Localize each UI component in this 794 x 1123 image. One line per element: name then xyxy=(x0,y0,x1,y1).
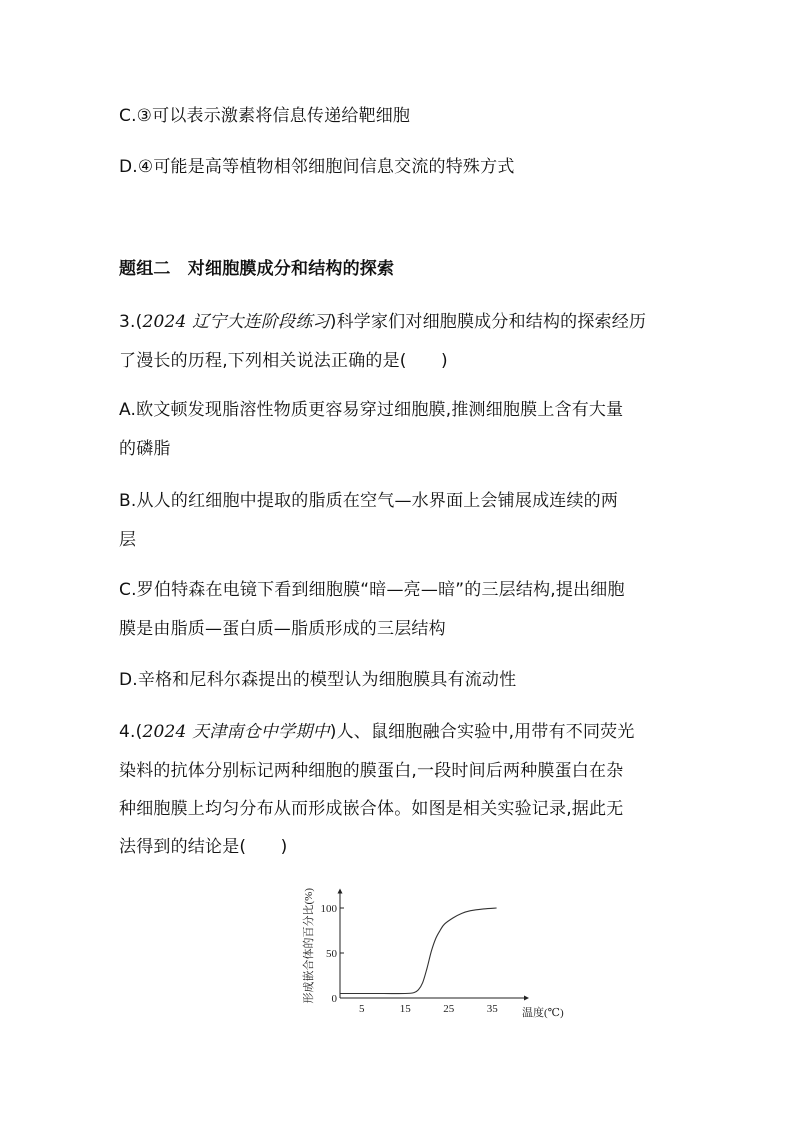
y-tick-label: 50 xyxy=(326,948,337,960)
x-tick-label: 15 xyxy=(399,1003,411,1015)
q3-option-a-line2: 的磷脂 xyxy=(119,439,171,459)
q3-prefix: 3.( xyxy=(119,312,143,332)
section-title: 题组二 对细胞膜成分和结构的探索 xyxy=(119,259,395,279)
q3-option-c-line1: C.罗伯特森在电镜下看到细胞膜“暗—亮—暗”的三层结构,提出细胞 xyxy=(119,580,625,600)
x-tick-label: 5 xyxy=(359,1003,365,1015)
q3-option-b-line1: B.从人的红细胞中提取的脂质在空气—水界面上会铺展成连续的两 xyxy=(119,491,619,511)
prev-option-d: D.④可能是高等植物相邻细胞间信息交流的特殊方式 xyxy=(119,157,515,177)
q4-stem-line1 xyxy=(119,720,635,744)
chimera-temperature-chart xyxy=(296,878,564,1023)
x-axis-label: 温度(℃) xyxy=(522,1007,564,1019)
q3-option-a-line1: A.欧文顿发现脂溶性物质更容易穿过细胞膜,推测细胞膜上含有大量 xyxy=(119,400,624,420)
y-tick-label: 100 xyxy=(320,903,337,915)
q3-option-b-line2: 层 xyxy=(119,530,137,550)
q4-stem-rest: )人、鼠细胞融合实验中,用带有不同荧光 xyxy=(329,722,635,742)
x-tick-label: 35 xyxy=(486,1003,498,1015)
y-tick-label: 0 xyxy=(331,993,337,1005)
q4-stem-line4: 法得到的结论是( ) xyxy=(119,837,288,857)
q3-stem-line1 xyxy=(119,310,646,334)
q4-prefix: 4.( xyxy=(119,722,143,742)
q4-stem-line3: 种细胞膜上均匀分布从而形成嵌合体。如图是相关实验记录,据此无 xyxy=(119,799,624,819)
q3-source: 2024 辽宁大连阶段练习 xyxy=(142,312,330,332)
series-curve xyxy=(340,908,497,994)
x-axis-arrow xyxy=(524,996,529,1001)
y-axis-arrow xyxy=(338,889,343,894)
q3-option-c-line2: 膜是由脂质—蛋白质—脂质形成的三层结构 xyxy=(119,619,446,639)
q4-source: 2024 天津南仓中学期中 xyxy=(142,722,330,742)
q3-stem-rest: )科学家们对细胞膜成分和结构的探索经历 xyxy=(329,312,647,332)
q3-option-d: D.辛格和尼科尔森提出的模型认为细胞膜具有流动性 xyxy=(119,670,517,690)
prev-option-c: C.③可以表示激素将信息传递给靶细胞 xyxy=(119,106,411,126)
q3-stem-line2: 了漫长的历程,下列相关说法正确的是( ) xyxy=(119,351,448,371)
q4-stem-line2: 染料的抗体分别标记两种细胞的膜蛋白,一段时间后两种膜蛋白在杂 xyxy=(119,761,624,781)
x-tick-label: 25 xyxy=(443,1003,455,1015)
y-axis-label: 形成嵌合体的百分比(%) xyxy=(303,888,315,1004)
